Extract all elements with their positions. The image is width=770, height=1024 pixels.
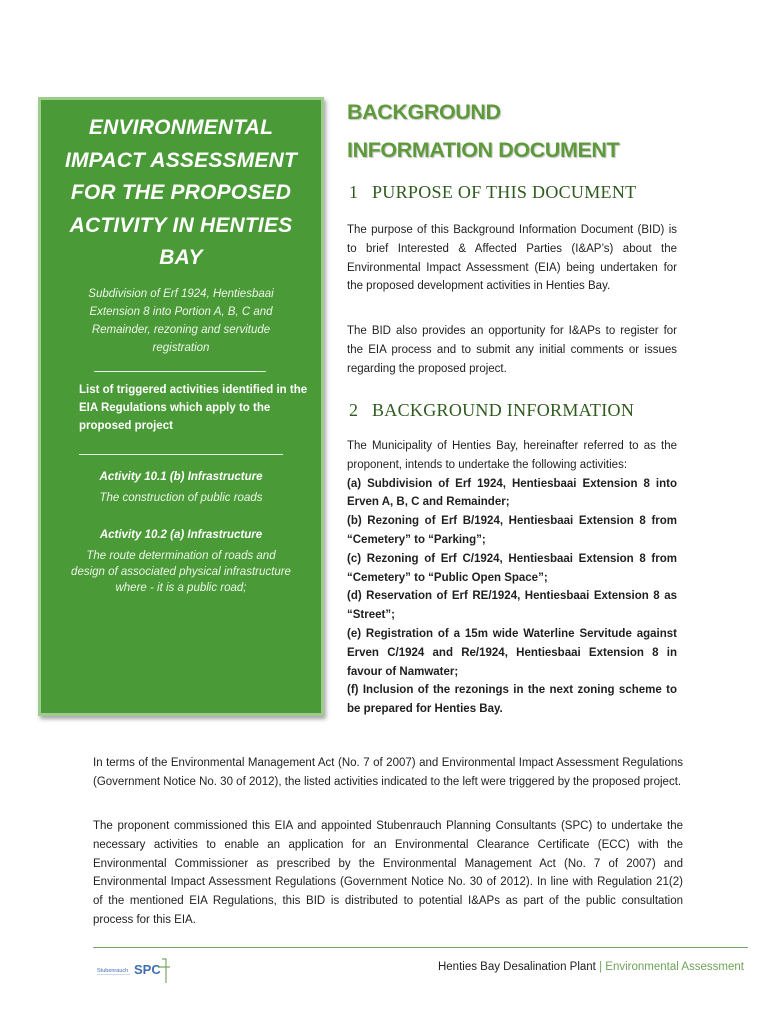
logo-text: SPC: [134, 962, 161, 977]
activity-title: Activity 10.1 (b) Infrastructure: [99, 471, 263, 484]
footer-divider: [93, 947, 748, 948]
section-heading: [349, 182, 749, 203]
section-body: [347, 437, 677, 719]
spc-logo-icon: [96, 957, 171, 985]
paragraph: In terms of the Environmental Management Act (No. 7 of 2007) and Environmental Impact Assessment Regulations (Government Notice No. 30 of 2012), the listed activities indicated to the left were triggered by the proposed project.: [93, 757, 683, 788]
paragraph: The proponent commissioned this EIA and appointed Stubenrauch Planning Consultants (SPC) to undertake the necessary activities to enable an application for an Environmental Clearance Certificate (ECC) with the Environmental Commissioner as prescribed by the Environmental Management Act (No. 7 of 2007) and Environmental Impact Assessment Regulations (Government Notice No. 30 of 2012). In line with Regulation 21(2) of the mentioned EIA Regulations, this BID is distributed to potential I&APs as part of the public consultation process for this EIA.: [93, 820, 683, 926]
list-item: (e) Registration of a 15m wide Waterline Servitude against Erven C/1924 and Re/1924, Hentiesbaai Extension 8 in favour of Namwater;: [347, 627, 677, 678]
list-item: (d) Reservation of Erf RE/1924, Hentiesbaai Extension 8 as “Street”;: [347, 590, 677, 622]
section-heading: [349, 400, 749, 421]
list-item: (a) Subdivision of Erf 1924, Hentiesbaai Extension 8 into Erven A, B, C and Remainder;: [347, 477, 677, 509]
list-item: (c) Rezoning of Erf C/1924, Hentiesbaai Extension 8 from “Cemetery” to “Public Open Space”;: [347, 552, 677, 584]
document-title: [347, 93, 747, 169]
sidebar-panel: [38, 97, 324, 716]
footer-text: [438, 961, 744, 973]
section-heading-text: PURPOSE OF THIS DOCUMENT: [372, 182, 637, 202]
sidebar-title: ENVIRONMENTAL IMPACT ASSESSMENT FOR THE PROPOSED ACTIVITY IN HENTIES BAY: [64, 116, 298, 269]
footer-subtitle: Environmental Assessment: [605, 961, 744, 973]
paragraph: The BID also provides an opportunity for I&APs to register for the EIA process and to submit any initial comments or issues regarding the proposed project.: [347, 325, 677, 375]
footer-project: Henties Bay Desalination Plant: [437, 961, 596, 973]
sidebar-subtitle: Subdivision of Erf 1924, Hentiesbaai Extension 8 into Portion A, B, C and Remainder, rezoning and servitude registration: [88, 287, 274, 355]
document-title-line: INFORMATION DOCUMENT: [347, 138, 620, 162]
section-number: 2: [349, 400, 359, 420]
paragraph: The purpose of this Background Information Document (BID) is to brief Interested & Affected Parties (I&AP’s) about the Environmental Impact Assessment (EIA) being undertaken for the proposed development activities in Henties Bay.: [347, 224, 677, 293]
sidebar-divider: [94, 371, 266, 372]
activity-description: The route determination of roads and design of associated physical infrastructure where - it is a public road;: [71, 550, 291, 595]
list-item: (f) Inclusion of the rezonings in the next zoning scheme to be prepared for Henties Bay.: [347, 684, 677, 716]
list-item: (b) Rezoning of Erf B/1924, Hentiesbaai Extension 8 from “Cemetery” to “Parking”;: [347, 515, 677, 546]
paragraph: The Municipality of Henties Bay, hereinafter referred to as the proponent, intends to undertake the following activities:: [347, 440, 677, 471]
section-number: 1: [349, 182, 359, 202]
sidebar-divider: [79, 454, 283, 455]
activity-description: The construction of public roads: [99, 492, 263, 505]
activity-title: Activity 10.2 (a) Infrastructure: [99, 529, 263, 542]
document-title-line: BACKGROUND: [347, 100, 501, 124]
logo-small-text: Stubenrauch: [97, 968, 129, 974]
section-heading-text: BACKGROUND INFORMATION: [372, 400, 635, 420]
footer-separator: |: [599, 961, 603, 973]
sidebar-list-heading: List of triggered activities identified in the EIA Regulations which apply to the proposed project: [79, 384, 308, 433]
